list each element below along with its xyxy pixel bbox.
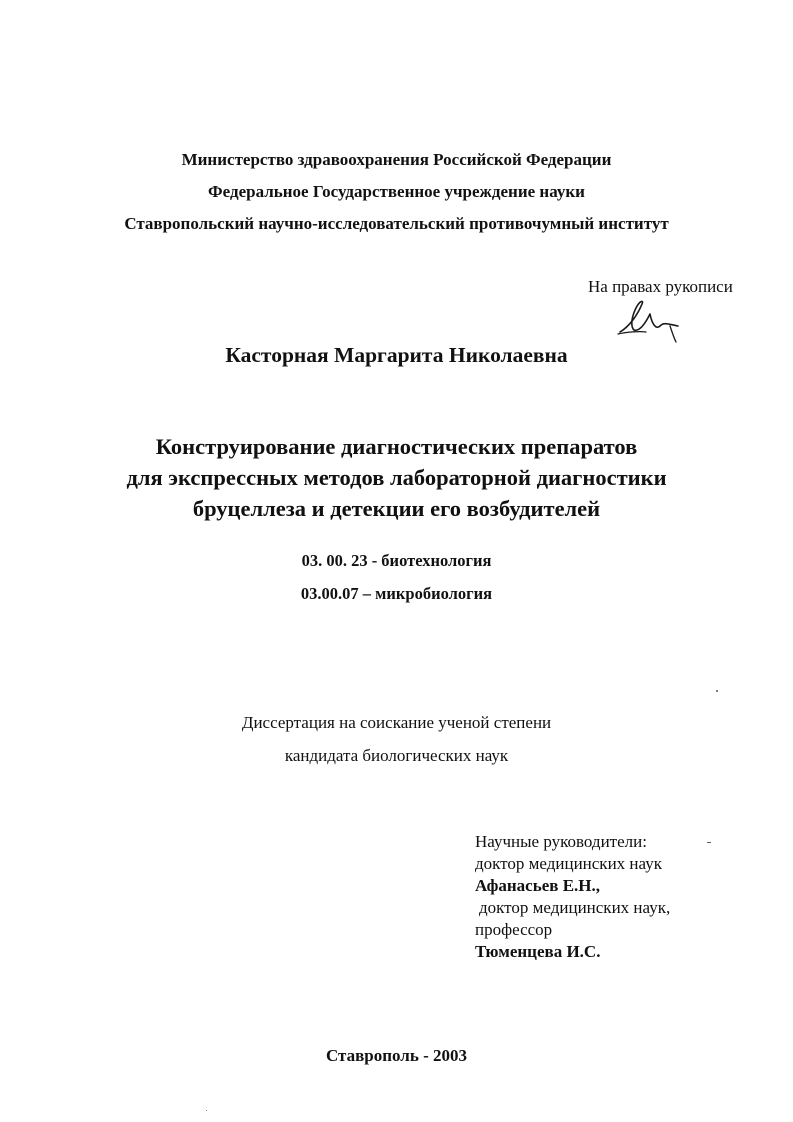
manuscript-rights-note: На правах рукописи (588, 277, 733, 296)
scan-speck (707, 842, 711, 843)
advisor-1-rank: доктор медицинских наук (475, 854, 662, 873)
degree-line-1: Диссертация на соискание ученой степени (241, 713, 552, 732)
advisors-label: Научные руководители: (475, 832, 647, 851)
specialty-code-1: 03. 00. 23 - биотехнология (301, 551, 492, 570)
title-line-1: Конструирование диагностических препаратов (155, 434, 638, 459)
degree-line-2: кандидата биологических наук (284, 746, 509, 765)
advisor-1-name: Афанасьев Е.Н., (475, 876, 601, 895)
scan-speck (716, 690, 718, 692)
institution-name: Федеральное Государственное учреждение науки (208, 182, 585, 201)
scan-speck (206, 1110, 207, 1111)
advisor-2-title: профессор (475, 920, 553, 939)
title-line-2: для экспрессных методов лабораторной диагностики (126, 465, 667, 490)
institute-name: Ставропольский научно-исследовательский противочумный институт (124, 214, 669, 233)
title-line-3: бруцеллеза и детекции его возбудителей (192, 496, 601, 521)
ministry-name: Министерство здравоохранения Российской Федерации (181, 150, 612, 169)
advisor-2-name: Тюменцева И.С. (475, 942, 601, 961)
author-name: Касторная Маргарита Николаевна (225, 343, 568, 367)
specialty-code-2: 03.00.07 – микробиология (300, 584, 493, 603)
advisor-2-rank: доктор медицинских наук, (479, 898, 671, 917)
handwritten-signature (616, 296, 688, 346)
city-year-footer: Ставрополь - 2003 (325, 1046, 467, 1065)
